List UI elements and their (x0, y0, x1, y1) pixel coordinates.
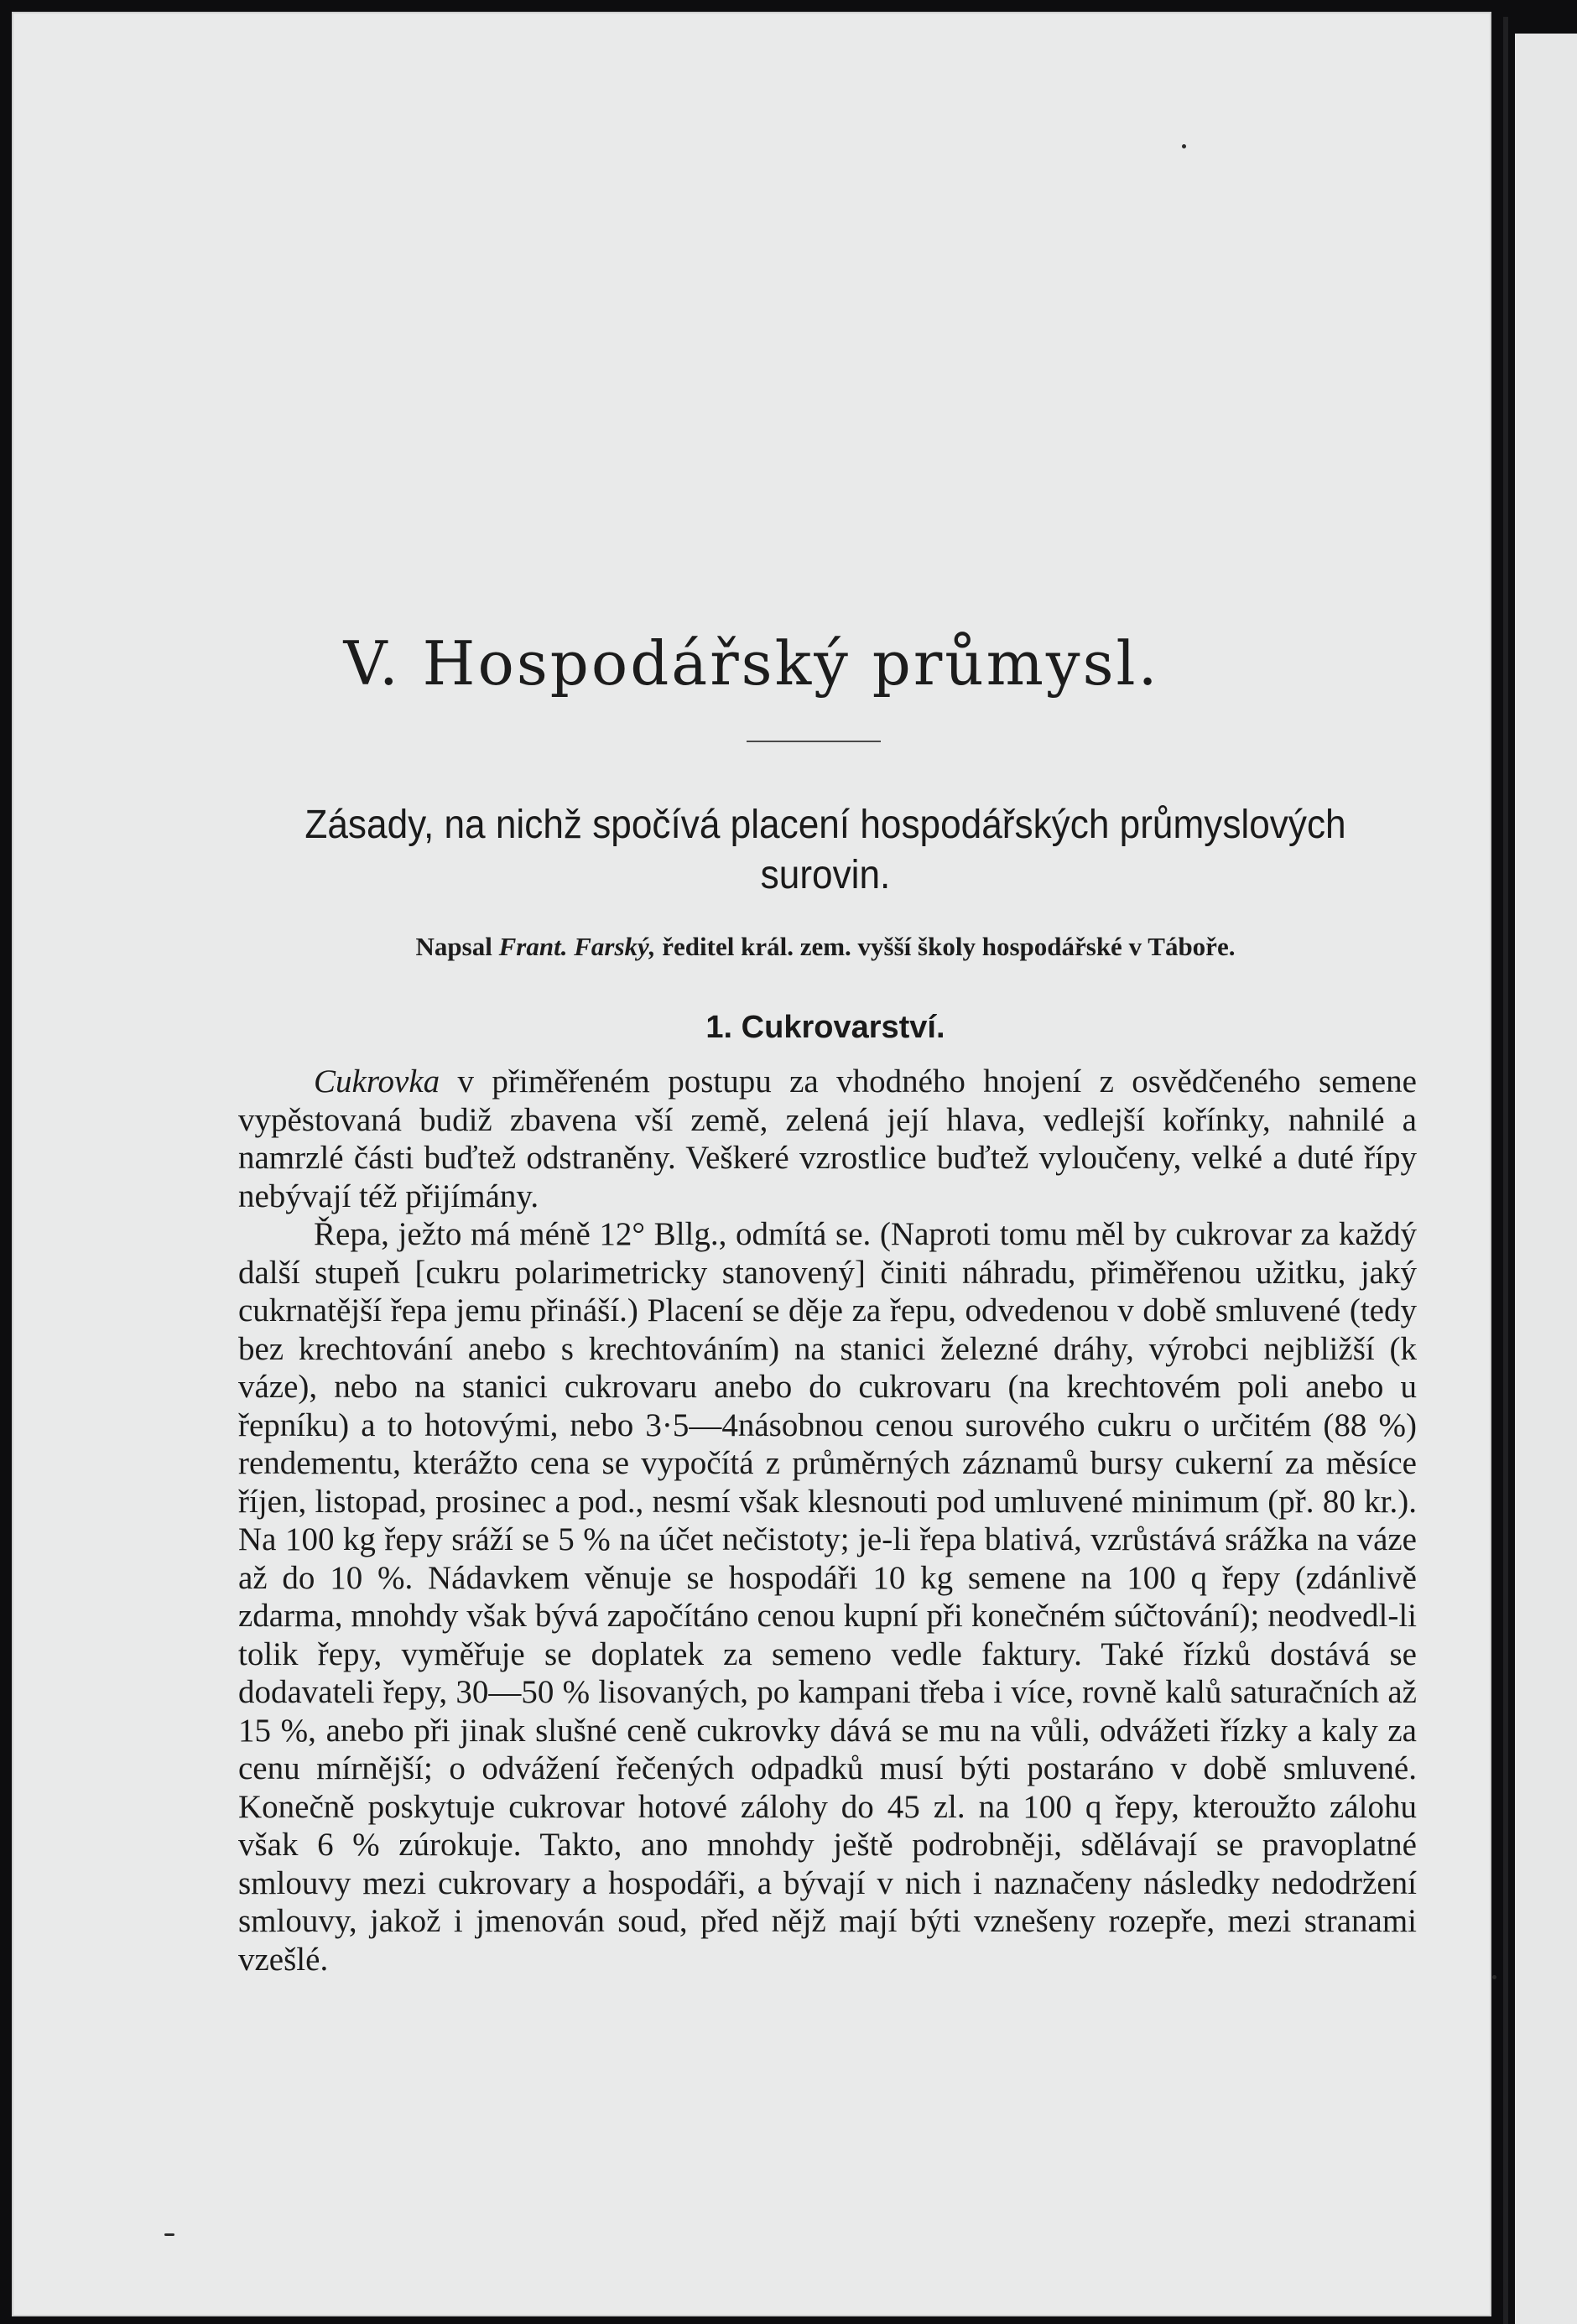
section-heading: 1. Cukrovarství. (705, 1010, 945, 1045)
chapter-title: V. Hospodářský průmysl. (343, 628, 1160, 699)
scan-speck (1182, 144, 1186, 148)
author-name: Frant. Farský, (498, 932, 656, 961)
book-page (12, 12, 1491, 2316)
scan-speck (1492, 1975, 1496, 1979)
article-title: Zásady, na nichž spočívá placení hospodářských průmyslových surovin. (304, 803, 1346, 897)
paragraph-text: v přiměřeném postupu za vhodného hnojení z osvědčeného semene vypěstovaná budiž zbavena vší země, zelená její hlava, vedlejší kořínky, nahnilé a namrzlé části buďtež odstraněny. Veškeré vzrostlice buďtež vyloučeny, velké a duté řípy nebývají též přijímány. (238, 1063, 1417, 1214)
scan-speck (164, 2233, 174, 2236)
paragraph-lead-term: Cukrovka (314, 1063, 440, 1100)
paragraph-2 (238, 1215, 1417, 1978)
paragraph-1 (238, 1063, 1417, 1215)
page-gutter (1503, 17, 1508, 2324)
title-divider (747, 741, 881, 742)
byline-suffix: ředitel král. zem. vyšší školy hospodářské v Táboře. (662, 932, 1236, 961)
byline-prefix: Napsal (415, 932, 492, 961)
byline (226, 932, 1425, 962)
article-body (238, 1063, 1417, 1978)
adjacent-page-edge (1515, 34, 1577, 2324)
paragraph-text: Řepa, ježto má méně 12° Bllg., odmítá se. (Naproti tomu měl by cukrovar za každý další stupeň [cukru polarimetricky stanovený] činiti náhradu, přiměřenou užitku, jaký cukrnatější řepa jemu přináší.) Placení se děje za řepu, odvedenou v době smluvené (tedy bez krechtování anebo s krechtováním) na stanici železné dráhy, výrobci nejbližší (k váze), nebo na stanici cukrovaru anebo do cukrovaru (na krechtovém poli anebo u řepníku) a to hotovými, nebo 3·5—4násobnou cenou surového cukru o určitém (88 %) rendementu, kterážto cena se vypočítá z průměrných záznamů bursy cukerní za měsíce říjen, listopad, prosinec a pod., nesmí však klesnouti pod umluvené minimum (př. 80 kr.). Na 100 kg řepy sráží se 5 % na účet nečistoty; je-li řepa blativá, vzrůstává srážka na váze až do 10 %. Nádavkem věnuje se hospodáři 10 kg semene na 100 q řepy (zdánlivě zdarma, mnohdy však bývá započítáno cenou kupní při konečném súčtování); neodvedl-li tolik řepy, vyměřuje se doplatek za semeno vedle faktury. Také řízků dostává se dodavateli řepy, 30—50 % lisovaných, po kampani třeba i více, rovně kalů saturačních až 15 %, anebo při jinak slušné ceně cukrovky dává se mu na vůli, odvážeti řízky a kaly za cenu mírnější; o odvážení řečených odpadků musí býti postaráno v době smluvené. Konečně poskytuje cukrovar hotové zálohy do 45 zl. na 100 q řepy, kteroužto zálohu však 6 % zúrokuje. Takto, ano mnohdy ještě podrobněji, sdělávají se pravoplatné smlouvy mezi cukrovary a hospodáři, a bývají v nich i naznačeny následky nedodržení smlouvy, jakož i jmenován soud, před nějž mají býti vznešeny rozepře, mezi stranami vzešlé. (238, 1216, 1417, 1978)
